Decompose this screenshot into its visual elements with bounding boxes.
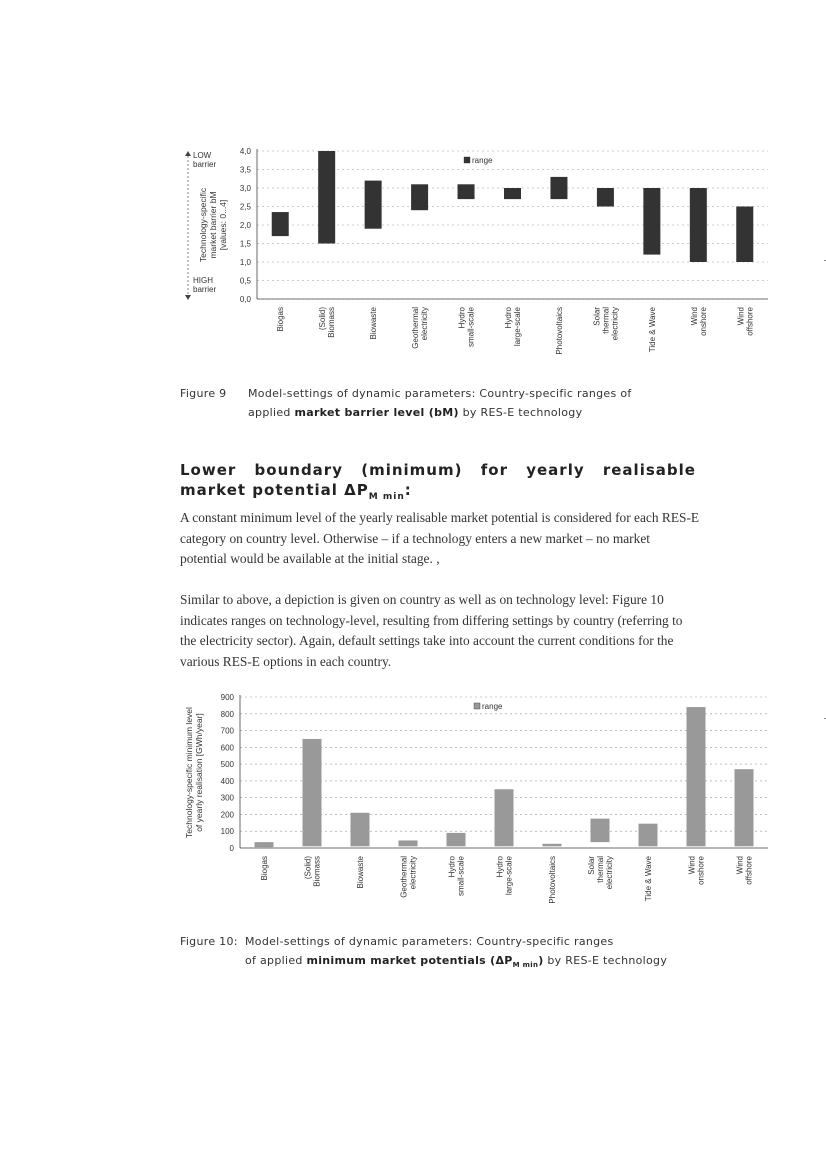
- x-category-label: offshore: [745, 307, 755, 336]
- heading-line-1: [180, 460, 696, 480]
- range-bar: [351, 813, 370, 847]
- figure-10-caption-line1: Model-settings of dynamic parameters: Country-specific ranges: [245, 935, 614, 948]
- heading-word: realisable: [602, 461, 696, 479]
- range-bar: [365, 181, 382, 229]
- barrier-annotation: barrier: [193, 160, 217, 169]
- y-axis-label: Technology-specific minimum level: [184, 707, 194, 838]
- figure-9-caption: [180, 384, 700, 422]
- y-tick-label: 900: [220, 693, 234, 702]
- x-category-label: Photovoltaics: [548, 856, 557, 904]
- x-category-label: Biogas: [260, 856, 269, 881]
- y-tick-label: 3,0: [239, 184, 251, 193]
- x-category-label: small-scale: [456, 856, 466, 897]
- figure-10-caption-bold-end: ): [538, 954, 544, 967]
- x-category-label: onshore: [696, 856, 706, 885]
- legend-label: range: [472, 156, 493, 165]
- barrier-annotation: HIGH: [193, 276, 213, 285]
- x-category-label: Hydro: [495, 856, 505, 878]
- x-category-label: Wind: [736, 307, 746, 326]
- paragraph-2: Similar to above, a depiction is given on country as well as on technology level: Figure 10 indicates ranges on technology-level, resulting from differing settings by country (referring to the electricity sector). Again, default settings take into account the current conditions for the various RES-E options in each country.: [180, 592, 683, 669]
- x-category-label: (Solid): [318, 307, 328, 331]
- figure-10-svg: [0, 688, 826, 912]
- x-category-label: Biowaste: [356, 856, 365, 889]
- y-tick-label: 3,5: [239, 165, 251, 175]
- x-category-label: thermal: [596, 856, 605, 883]
- figure-10-label: Figure 10:: [180, 935, 238, 948]
- legend-swatch: [474, 703, 480, 709]
- range-bar: [318, 151, 335, 244]
- figure-10-caption-subscript: M min: [512, 961, 539, 970]
- range-bar: [639, 824, 658, 847]
- x-category-label: Wind: [687, 856, 697, 875]
- x-category-label: Geothermal: [411, 307, 421, 349]
- figure-10-chart: [0, 688, 826, 912]
- y-axis-label: Technology-specific: [198, 187, 208, 263]
- figure-9-caption-pre: applied: [248, 406, 291, 419]
- range-bar: [735, 769, 754, 846]
- x-category-label: Hydro: [447, 856, 457, 878]
- x-category-label: Biogas: [276, 307, 286, 332]
- x-category-label: electricity: [605, 856, 614, 890]
- y-tick-label: 2,0: [239, 221, 251, 230]
- paragraph-1: A constant minimum level of the yearly realisable market potential is considered for each RES-E category on country level. Otherwise – if a technology enters a new market – no market potential would be available at the initial stage. ,: [180, 510, 700, 566]
- figure-9-label: Figure 9: [180, 387, 227, 400]
- y-tick-label: 0: [229, 844, 234, 853]
- y-axis-label: market barrier bM: [208, 191, 218, 259]
- y-tick-label: 100: [220, 827, 234, 837]
- figure-10-caption-pre: of applied: [245, 954, 303, 967]
- y-tick-label: 0,5: [239, 276, 251, 286]
- figure-9-chart: [0, 140, 826, 372]
- figure-10-caption-bold-text: minimum market potentials (ΔP: [306, 954, 513, 967]
- legend-label: range: [482, 702, 503, 711]
- y-tick-label: 500: [220, 760, 234, 770]
- x-category-label: Hydro: [504, 307, 513, 329]
- heading-word: yearly: [526, 461, 585, 479]
- figure-10-caption: [180, 932, 700, 975]
- range-bar: [495, 789, 514, 846]
- range-bar: [504, 188, 521, 199]
- y-tick-label: 2,5: [239, 202, 251, 212]
- figure-9-caption-bold: market barrier level (bM): [294, 406, 459, 419]
- range-bar: [272, 212, 289, 236]
- barrier-arrow-up-icon: [185, 151, 191, 156]
- y-tick-label: 0,0: [239, 295, 251, 304]
- section-heading: [180, 460, 696, 507]
- heading-colon: :: [404, 481, 412, 499]
- x-category-label: Geothermal: [399, 856, 409, 898]
- range-bar: [690, 188, 707, 262]
- x-category-label: Tide & Wave: [647, 307, 657, 353]
- y-tick-label: 4,0: [239, 147, 251, 156]
- x-category-label: Hydro: [457, 307, 467, 329]
- barrier-annotation: LOW: [193, 151, 212, 160]
- heading-word: boundary: [254, 461, 343, 479]
- y-tick-label: 1,0: [239, 258, 251, 267]
- x-category-label: onshore: [698, 307, 708, 336]
- y-tick-label: 200: [220, 810, 234, 820]
- range-bar: [303, 739, 322, 846]
- range-bar: [643, 188, 660, 255]
- figure-9-caption-line1: Model-settings of dynamic parameters: Country-specific ranges of: [248, 387, 632, 400]
- y-tick-label: 600: [220, 743, 234, 753]
- x-category-label: Solar: [587, 856, 596, 875]
- y-tick-label: 1,5: [239, 239, 251, 249]
- x-category-label: Biowaste: [369, 307, 379, 340]
- figure-9-caption-post: by RES-E technology: [462, 406, 583, 419]
- x-category-label: Tide & Wave: [644, 856, 653, 902]
- range-bar: [447, 833, 466, 846]
- y-axis-label: [values: 0...4]: [218, 199, 228, 251]
- figure-9-svg: [0, 140, 826, 372]
- x-category-label: thermal: [601, 307, 611, 334]
- x-category-label: Solar: [592, 307, 602, 326]
- range-bar: [736, 207, 753, 263]
- figure-10-caption-post: by RES-E technology: [547, 954, 668, 967]
- barrier-annotation: barrier: [193, 285, 217, 294]
- heading-word: Lower: [180, 461, 237, 479]
- range-bar: [458, 184, 475, 199]
- x-category-label: (Solid): [303, 856, 313, 880]
- y-tick-label: 400: [220, 776, 234, 786]
- range-bar: [399, 840, 418, 846]
- x-category-label: electricity: [420, 307, 430, 341]
- y-tick-label: 700: [220, 726, 234, 736]
- heading-word: (minimum): [361, 461, 463, 479]
- x-category-label: Wind: [735, 856, 745, 875]
- x-category-label: small-scale: [466, 306, 476, 348]
- range-bar: [597, 188, 614, 207]
- x-category-label: electricity: [408, 856, 418, 890]
- x-category-label: offshore: [744, 856, 754, 885]
- heading-line-2: [180, 480, 696, 507]
- y-tick-label: 800: [220, 709, 234, 719]
- heading-line-2-text: market potential ΔP: [180, 481, 369, 499]
- x-category-label: large-scale: [513, 307, 522, 347]
- heading-word: for: [480, 461, 508, 479]
- range-bar: [255, 842, 274, 847]
- range-bar: [543, 844, 562, 847]
- legend-swatch: [464, 157, 470, 163]
- range-bar: [550, 177, 567, 199]
- range-bar: [687, 707, 706, 846]
- x-category-label: Wind: [689, 307, 699, 326]
- y-axis-label: of yearly realisation [GWh/year]: [194, 713, 204, 832]
- x-category-label: large-scale: [504, 856, 514, 896]
- figure-10-caption-bold: [306, 954, 544, 970]
- range-bar: [591, 819, 610, 842]
- x-category-label: Photovoltaics: [554, 307, 564, 355]
- x-category-label: electricity: [610, 307, 620, 341]
- barrier-arrow-down-icon: [185, 295, 191, 300]
- y-tick-label: 300: [220, 793, 234, 803]
- range-bar: [411, 184, 428, 210]
- x-category-label: Biomass: [327, 307, 337, 338]
- x-category-label: Biomass: [312, 856, 322, 887]
- heading-subscript: M min: [368, 492, 405, 502]
